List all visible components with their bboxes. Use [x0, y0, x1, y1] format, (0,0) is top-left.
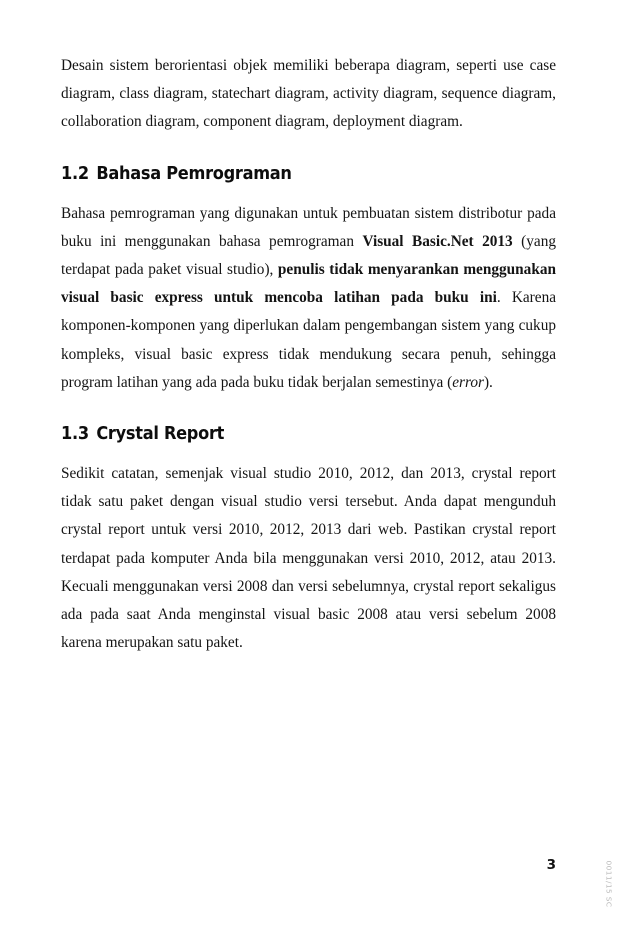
page-content: [61, 52, 556, 657]
section-1-2-paragraph: [61, 200, 556, 397]
spacer: [61, 185, 556, 200]
spacer: [61, 445, 556, 460]
spacer: [61, 137, 556, 163]
section-1-3-paragraph: Sedikit catatan, semenjak visual studio 2010, 2012, dan 2013, crystal report tidak satu paket dengan visual studio versi tersebut. Anda dapat mengunduh crystal report untuk versi 2010, 2012, 2013 dari web. Pastikan crystal report terdapat pada komputer Anda bila menggunakan versi 2010, 2012, atau 2013. Kecuali menggunakan versi 2008 dan versi sebelumnya, crystal report sekaligus ada pada saat Anda menginstal visual basic 2008 atau versi sebelum 2008 karena merupakan satu paket.: [61, 465, 556, 652]
section-number: 1.3: [61, 424, 89, 445]
section-title: Bahasa Pemrograman: [96, 163, 292, 184]
spacer: [61, 397, 556, 423]
text-run: . Karena komponen-komponen yang diperlukan dalam pengembangan sistem yang cukup kompleks, visual basic express tidak mendukung secara penuh, sehingga program latihan yang ada pada buku tidak berjalan semestinya (: [61, 289, 557, 391]
text-run: (yang terdapat pada paket visual studio),: [61, 232, 556, 279]
edge-watermark: [602, 852, 616, 916]
page-footer: [61, 855, 556, 885]
section-number: 1.2: [61, 163, 89, 184]
page-number: 3: [546, 857, 556, 873]
text-run-bold: penulis tidak menyarankan menggunakan visual basic express untuk mencoba latihan pada buku ini: [61, 261, 556, 307]
watermark-text: 0011/15 SC: [604, 860, 614, 908]
section-heading-1-2: [61, 163, 521, 185]
section-title: Crystal Report: [96, 424, 225, 445]
text-run-bold: Visual Basic.Net 2013: [362, 232, 513, 250]
text-run: Bahasa pemrograman yang digunakan untuk pembuatan sistem distribotur pada buku ini menggunakan bahasa pemrograman: [61, 204, 556, 250]
text-run: ).: [483, 373, 493, 391]
text-run-italic: error: [452, 373, 484, 391]
section-heading-1-3: [61, 423, 521, 445]
intro-paragraph: Desain sistem berorientasi objek memiliki beberapa diagram, seperti use case diagram, class diagram, statechart diagram, activity diagram, sequence diagram, collaboration diagram, component diagram, deployment diagram.: [61, 57, 556, 131]
